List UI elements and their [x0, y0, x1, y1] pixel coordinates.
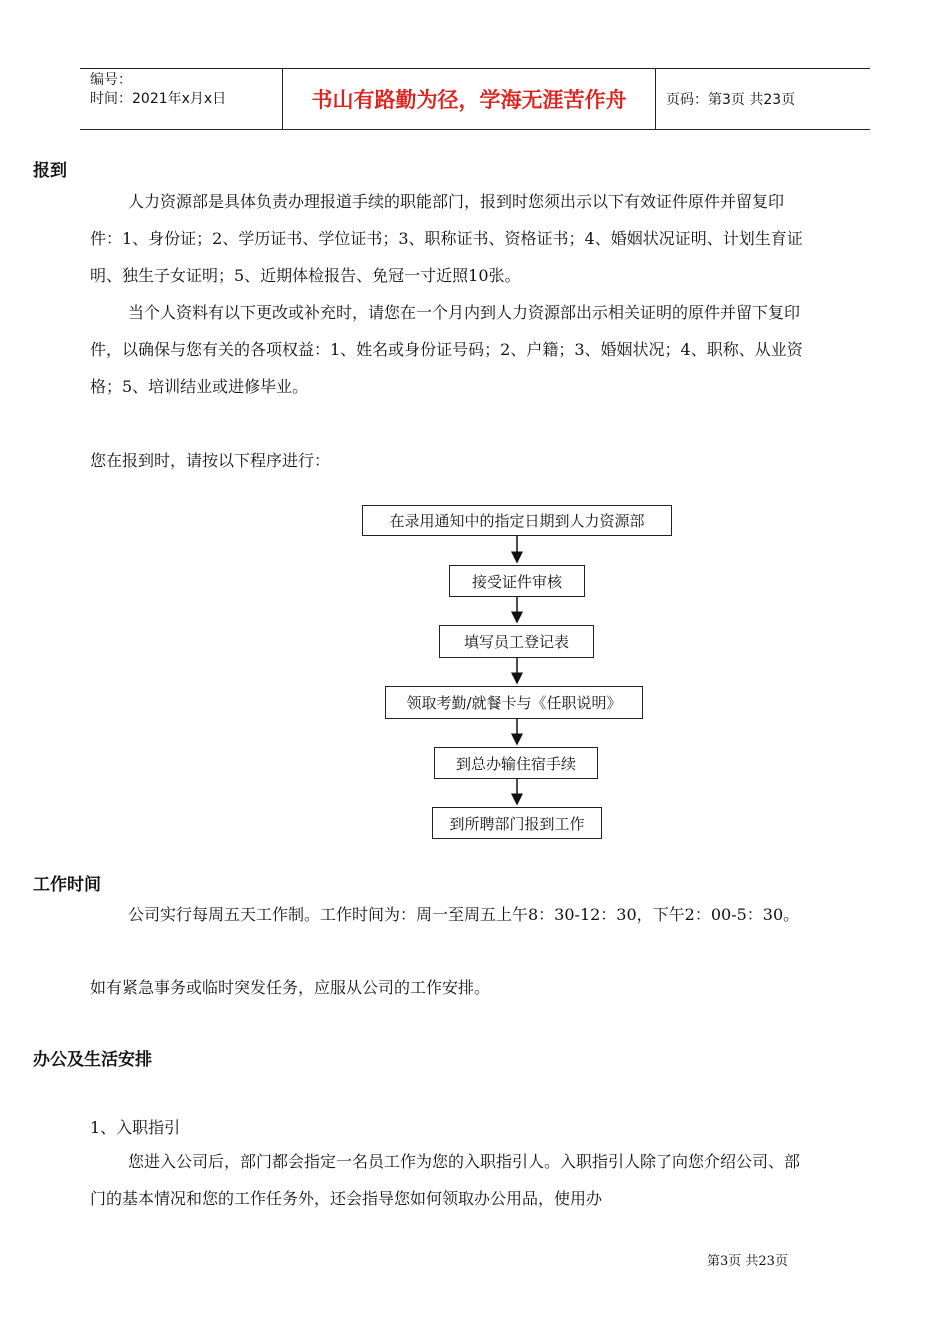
- page-footer-number: 第3页 共23页: [707, 1254, 788, 1269]
- document-date-label: 时间：2021年x月x日: [90, 91, 227, 107]
- flow-step-1: 在录用通知中的指定日期到人力资源部: [362, 505, 672, 536]
- flow-step-4: 领取考勤/就餐卡与《任职说明》: [385, 686, 643, 719]
- header-motto: 书山有路勤为径，学海无涯苦作舟: [282, 69, 656, 129]
- worktime-paragraph-1: 公司实行每周五天工作制。工作时间为：周一至周五上午8：30-12：30，下午2：00-5：30。: [128, 905, 800, 924]
- header-page-info: 页码：第3页 共23页: [666, 92, 796, 108]
- office-item-1-title: 1、入职指引: [90, 1118, 181, 1137]
- section-title-report: 报到: [33, 161, 67, 181]
- section-title-worktime: 工作时间: [33, 875, 101, 895]
- flow-step-6: 到所聘部门报到工作: [432, 807, 602, 839]
- flow-step-3: 填写员工登记表: [439, 625, 594, 658]
- procedure-intro: 您在报到时，请按以下程序进行：: [90, 451, 331, 470]
- flow-step-2: 接受证件审核: [449, 565, 585, 597]
- document-number-label: 编号：: [90, 72, 132, 88]
- worktime-paragraph-2: 如有紧急事务或临时突发任务，应服从公司的工作安排。: [90, 978, 491, 997]
- report-paragraph-2: 当个人资料有以下更改或补充时，请您在一个月内到人力资源部出示相关证明的原件并留下复印件，以确保与您有关的各项权益：1、姓名或身份证号码；2、户籍；3、婚姻状况；4、职称、从业资格；5、培训结业或进修毕业。: [90, 303, 803, 396]
- section-title-office: 办公及生活安排: [33, 1050, 152, 1070]
- flow-step-5: 到总办输住宿手续: [434, 747, 598, 779]
- report-paragraph-1: 人力资源部是具体负责办理报道手续的职能部门，报到时您须出示以下有效证件原件并留复印件：1、身份证；2、学历证书、学位证书；3、职称证书、资格证书；4、婚姻状况证明、计划生育证明、独生子女证明；5、近期体检报告、免冠一寸近照10张。: [90, 192, 803, 285]
- office-item-1-paragraph: 您进入公司后，部门都会指定一名员工作为您的入职指引人。入职指引人除了向您介绍公司、部门的基本情况和您的工作任务外，还会指导您如何领取办公用品，使用办: [90, 1152, 801, 1208]
